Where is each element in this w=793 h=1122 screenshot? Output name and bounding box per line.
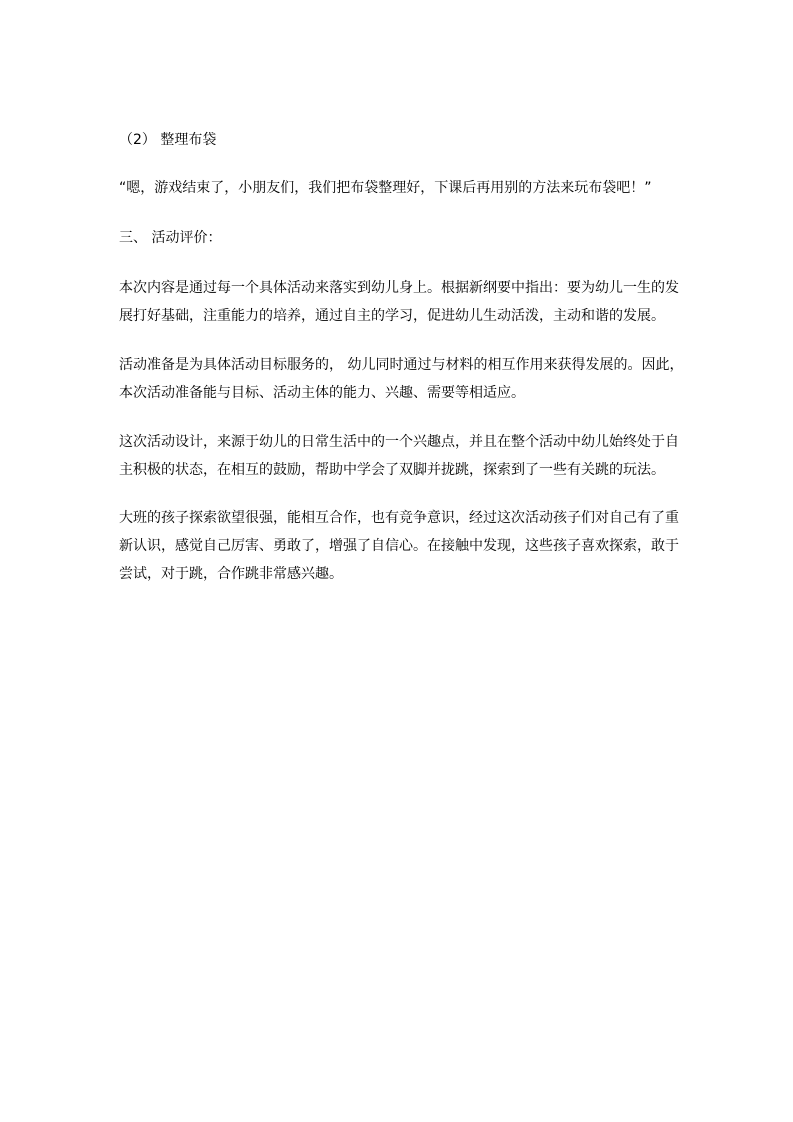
paragraph-line: 本次内容是通过每一个具体活动来落实到幼儿身上。根据新纲要中指出：要为幼儿一生的发 <box>119 280 679 296</box>
paragraph-4 <box>119 504 679 588</box>
document-content <box>119 126 684 588</box>
paragraph-line: 尝试，对于跳，合作跳非常感兴趣。 <box>119 566 343 582</box>
paragraph-line: 活动准备是为具体活动目标服务的， 幼儿同时通过与材料的相互作用来获得发展的。因此， <box>119 357 684 373</box>
paragraph-3 <box>119 428 679 484</box>
paragraph-line: 新认识，感觉自己厉害、勇敢了，增强了自信心。在接触中发现，这些孩子喜欢探索，敢于 <box>119 538 679 554</box>
paragraph-line: 展打好基础，注重能力的培养，通过自主的学习，促进幼儿生动活泼，主动和谐的发展。 <box>119 308 665 324</box>
section-heading-evaluation: 三、 活动评价： <box>119 230 222 246</box>
paragraph-1 <box>119 274 679 330</box>
paragraph-line: 本次活动准备能与目标、活动主体的能力、兴趣、需要等相适应。 <box>119 385 525 401</box>
paragraph-line: 大班的孩子探索欲望很强，能相互合作，也有竞争意识，经过这次活动孩子们对自己有了重 <box>119 510 679 526</box>
teacher-quote: “嗯，游戏结束了，小朋友们，我们把布袋整理好，下课后再用别的方法来玩布袋吧！” <box>119 180 652 196</box>
subheading-tidy-bags: （2） 整理布袋 <box>119 132 217 148</box>
paragraph-line: 主积极的状态，在相互的鼓励，帮助中学会了双脚并拢跳，探索到了一些有关跳的玩法。 <box>119 462 665 478</box>
paragraph-line: 这次活动设计，来源于幼儿的日常生活中的一个兴趣点，并且在整个活动中幼儿始终处于自 <box>119 434 679 450</box>
paragraph-2 <box>119 351 684 407</box>
